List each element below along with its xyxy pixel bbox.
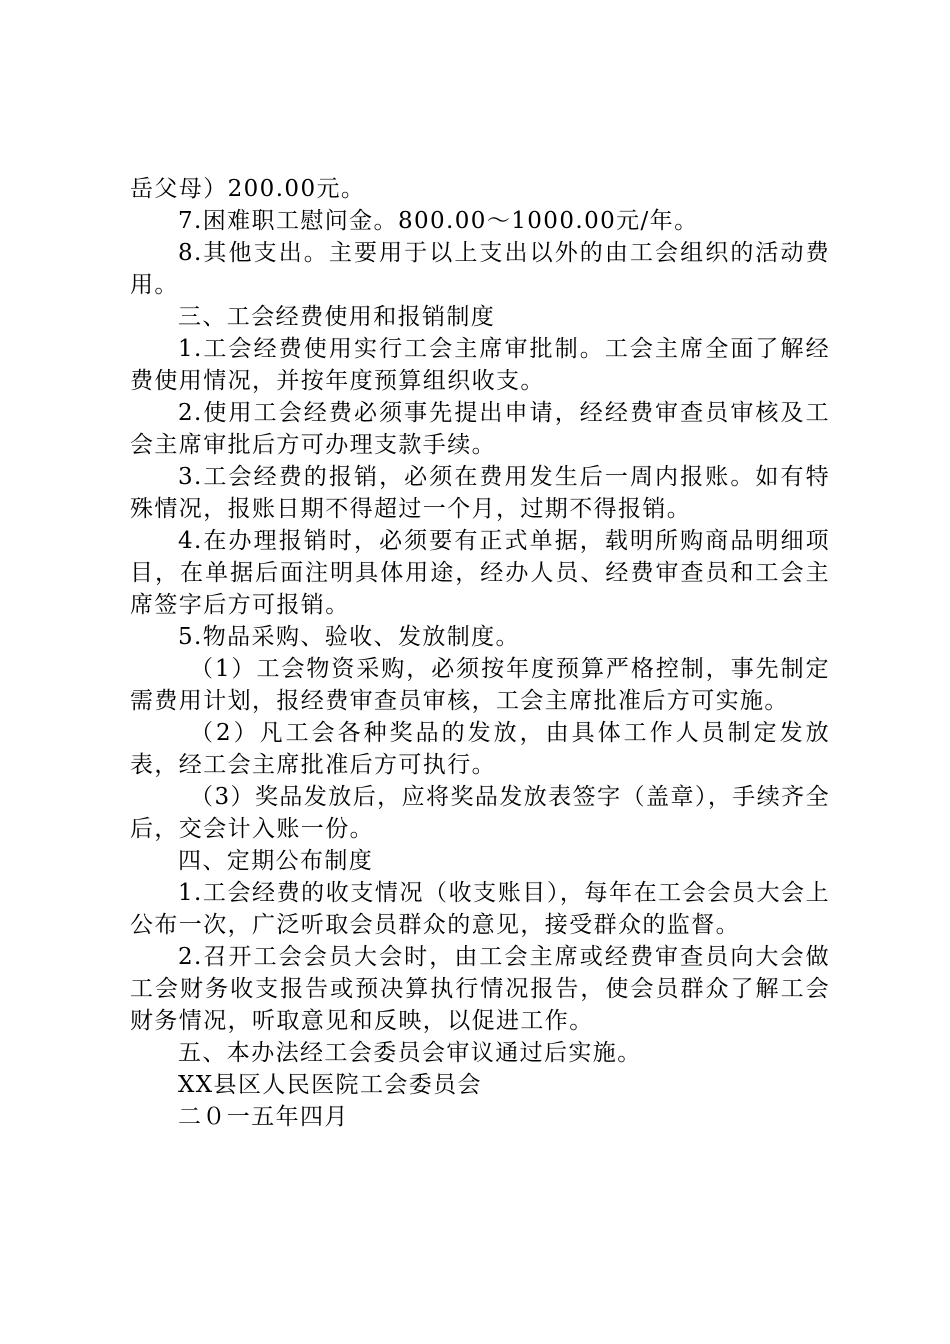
document-body xyxy=(130,173,830,1133)
paragraph-subitem-3: （3）奖品发放后，应将奖品发放表签字（盖章），手续齐全后，交会计入账一份。 xyxy=(130,784,830,842)
section-heading-5: 五、本办法经工会委员会审议通过后实施。 xyxy=(178,1040,642,1066)
paragraph-item-7: 7.困难职工慰问金。800.00～1000.00元/年。 xyxy=(178,208,699,234)
paragraph-rule-5: 5.物品采购、验收、发放制度。 xyxy=(178,624,520,650)
paragraph-item-8: 8.其他支出。主要用于以上支出以外的由工会组织的活动费用。 xyxy=(130,240,830,298)
paragraph-disclosure-1: 1.工会经费的收支情况（收支账目），每年在工会会员大会上公布一次，广泛听取会员群众的意见，接受群众的监督。 xyxy=(130,880,830,938)
paragraph-disclosure-2: 2.召开工会会员大会时，由工会主席或经费审查员向大会做工会财务收支报告或预决算执行情况报告，使会员群众了解工会财务情况，听取意见和反映，以促进工作。 xyxy=(130,944,830,1034)
paragraph-rule-2: 2.使用工会经费必须事先提出申请，经经费审查员审核及工会主席审批后方可办理支款手续。 xyxy=(130,400,830,458)
section-heading-3: 三、工会经费使用和报销制度 xyxy=(178,304,496,330)
paragraph-rule-3: 3.工会经费的报销，必须在费用发生后一周内报账。如有特殊情况，报账日期不得超过一个月，过期不得报销。 xyxy=(130,464,830,522)
signature-organization: XX县区人民医院工会委员会 xyxy=(178,1072,482,1098)
paragraph-subitem-1: （1）工会物资采购，必须按年度预算严格控制，事先制定需费用计划，报经费审查员审核，工会主席批准后方可实施。 xyxy=(130,656,830,714)
paragraph-rule-4: 4.在办理报销时，必须要有正式单据，载明所购商品明细项目，在单据后面注明具体用途，经办人员、经费审查员和工会主席签字后方可报销。 xyxy=(130,528,830,618)
paragraph-rule-1: 1.工会经费使用实行工会主席审批制。工会主席全面了解经费使用情况，并按年度预算组织收支。 xyxy=(130,336,830,394)
paragraph-continuation: 岳父母）200.00元。 xyxy=(130,176,366,202)
signature-date: 二０一五年四月 xyxy=(178,1104,349,1130)
paragraph-subitem-2: （2）凡工会各种奖品的发放，由具体工作人员制定发放表，经工会主席批准后方可执行。 xyxy=(130,720,830,778)
section-heading-4: 四、定期公布制度 xyxy=(178,848,374,874)
